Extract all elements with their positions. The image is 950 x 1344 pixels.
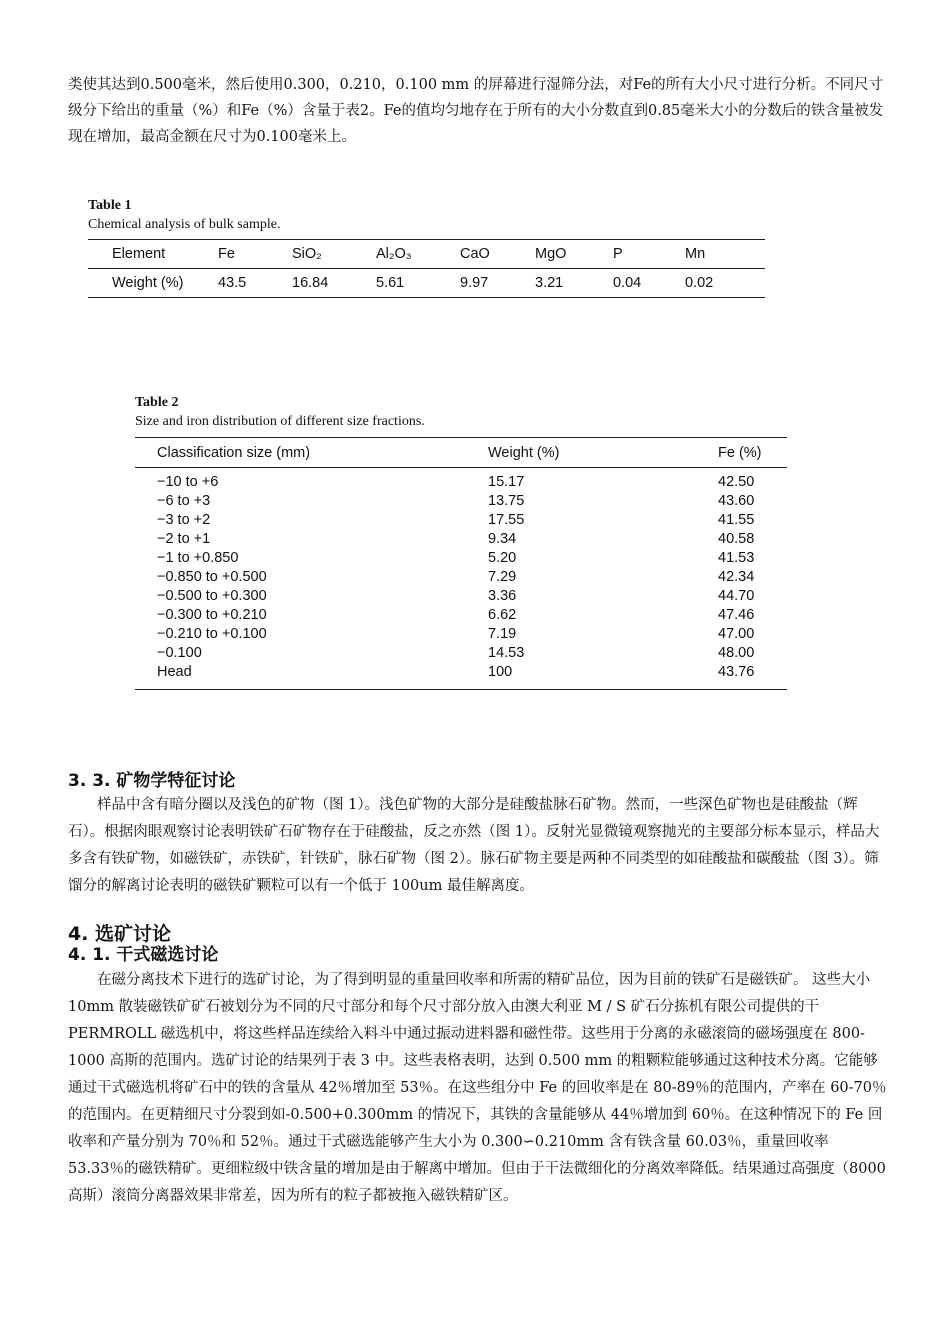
table2-row xyxy=(135,606,787,625)
table1-row-label: Weight (%) xyxy=(112,275,184,291)
table1-col-header: Fe xyxy=(218,246,235,262)
table1-col-header: Al₂O₃ xyxy=(376,246,412,262)
table2-row xyxy=(135,625,787,644)
table1-caption-text: Chemical analysis of bulk sample. xyxy=(88,217,281,232)
table2-fe-cell: 40.58 xyxy=(718,531,755,547)
section-3-3-body: 样品中含有暗分圈以及浅色的矿物（图 1）。浅色矿物的大部分是硅酸盐脉石矿物。然而，一些深色矿物也是硅酸盐（辉石）。根据肉眼观察讨论表明铁矿石矿物存在于硅酸盐，反之亦然（图 1）。反射光显微镜观察抛光的主要部分标本显示，样品大多含有铁矿物，如磁铁矿，赤铁矿，针铁矿，脉石矿物（图 2）。脉石矿物主要是两种不同类型的如硅酸盐和碳酸盐（图 3）。筛馏分的解离讨论表明的磁铁矿颗粒可以有一个低于 100um 最佳解离度。 xyxy=(68,797,880,894)
table1-cell: 16.84 xyxy=(292,275,329,291)
table2 xyxy=(135,437,787,690)
table1-col-header: P xyxy=(613,246,623,262)
table2-size-cell: −0.300 to +0.210 xyxy=(157,607,267,623)
table2-row xyxy=(135,492,787,511)
table2-fe-cell: 41.53 xyxy=(718,550,755,566)
table1-cell: 43.5 xyxy=(218,275,247,291)
table2-row xyxy=(135,644,787,663)
table1-cell: 0.04 xyxy=(613,275,642,291)
table2-fe-cell: 43.60 xyxy=(718,493,755,509)
table2-size-cell: −0.500 to +0.300 xyxy=(157,588,267,604)
section-4-1-heading: 4. 1. 干式磁选讨论 xyxy=(68,945,219,965)
table2-weight-cell: 3.36 xyxy=(488,588,517,604)
table1-label: Table 1 xyxy=(88,198,132,213)
table2-row xyxy=(135,530,787,549)
table2-row xyxy=(135,663,787,690)
table1-col-header: SiO₂ xyxy=(292,246,322,262)
table2-fe-cell: 47.00 xyxy=(718,626,755,642)
table2-size-cell: −6 to +3 xyxy=(157,493,211,509)
section-4-1-body: 在磁分离技术下进行的选矿讨论，为了得到明显的重量回收率和所需的精矿品位，因为目前的铁矿石是磁铁矿。 这些大小 10mm 散装磁铁矿矿石被划分为不同的尺寸部分和每个尺寸部分放入由澳大利亚 M / S 矿石分拣机有限公司提供的干 PERMROLL 磁选机中，将这些样品连续给入料斗中通过振动进料器和磁性带。这些用于分离的永磁滚筒的磁场强度在 800-1000 高斯的范围内。选矿讨论的结果列于表 3 中。这些表格表明，达到 0.500 mm 的粗颗粒能够通过这种技术分离。它能够通过干式磁选机将矿石中的铁的含量从 42％增加至 53％。在这些组分中 Fe 的回收率是在 80-89％的范围内，产率在 60-70％的范围内。在更精细尺寸分裂到如-0.500+0.300mm 的情况下，其铁的含量能够从 44％增加到 60％。在这种情况下的 Fe 回收率和产量分别为 70％和 52％。通过干式磁选能够产生大小为 0.300∽0.210mm 含有铁含量 60.03％，重量回收率 53.33％的磁铁精矿。更细粒级中铁含量的增加是由于解离中增加。但由于干法微细化的分离效率降低。结果通过高强度（8000 高斯）滚筒分离器效果非常差，因为所有的粒子都被拖入磁铁精矿区。 xyxy=(68,972,887,1204)
table2-row xyxy=(135,511,787,530)
table1-col-header: MgO xyxy=(535,246,567,262)
table2-weight-cell: 13.75 xyxy=(488,493,525,509)
table2-fe-cell: 48.00 xyxy=(718,645,755,661)
table2-header-row xyxy=(135,438,787,468)
table2-fe-cell: 42.34 xyxy=(718,569,755,585)
table2-col-header: Classification size (mm) xyxy=(135,438,488,468)
intro-paragraph: 类使其达到0.500毫米，然后使用0.300，0.210，0.100 mm 的屏幕进行湿筛分法，对Fe的所有大小尺寸进行分析。不同尺寸级分下给出的重量（%）和Fe（%）含量于表2。Fe的值均匀地存在于所有的大小分数直到0.85毫米大小的分数后的铁含量被发现在增加，最高金额在尺寸为0.100毫米上。 xyxy=(68,77,884,145)
table2-size-cell: −10 to +6 xyxy=(157,474,219,490)
table2-size-cell: −3 to +2 xyxy=(157,512,211,528)
table2-caption-text: Size and iron distribution of different size fractions. xyxy=(135,414,425,429)
table2-weight-cell: 14.53 xyxy=(488,645,525,661)
table2-label: Table 2 xyxy=(135,395,179,410)
table2-col-header: Fe (%) xyxy=(718,438,787,468)
table2-weight-cell: 9.34 xyxy=(488,531,517,547)
table2-fe-cell: 43.76 xyxy=(718,664,755,680)
table2-fe-cell: 41.55 xyxy=(718,512,755,528)
table2-weight-cell: 5.20 xyxy=(488,550,517,566)
table2-col-header: Weight (%) xyxy=(488,438,718,468)
table2-fe-cell: 47.46 xyxy=(718,607,755,623)
table2-row xyxy=(135,468,787,493)
table2-weight-cell: 17.55 xyxy=(488,512,525,528)
table2-weight-cell: 6.62 xyxy=(488,607,517,623)
table2-weight-cell: 7.19 xyxy=(488,626,517,642)
table2-size-cell: −0.210 to +0.100 xyxy=(157,626,267,642)
table2-row xyxy=(135,568,787,587)
table1-cell: 5.61 xyxy=(376,275,405,291)
table1-data-row xyxy=(88,269,765,298)
table1-col-header: CaO xyxy=(460,246,490,262)
table2-row xyxy=(135,587,787,606)
table1-caption xyxy=(88,196,280,234)
table2-size-cell: −1 to +0.850 xyxy=(157,550,239,566)
table2-size-cell: −0.850 to +0.500 xyxy=(157,569,267,585)
table2-fe-cell: 42.50 xyxy=(718,474,755,490)
table2-caption xyxy=(135,393,425,431)
table2-fe-cell: 44.70 xyxy=(718,588,755,604)
table2-weight-cell: 7.29 xyxy=(488,569,517,585)
table1-cell: 9.97 xyxy=(460,275,489,291)
section-4-heading: 4. 选矿讨论 xyxy=(68,923,172,945)
table1-cell: 0.02 xyxy=(685,275,714,291)
section-3-3-heading: 3. 3. 矿物学特征讨论 xyxy=(68,771,236,791)
table2-size-cell: −0.100 xyxy=(157,645,202,661)
table2-size-cell: Head xyxy=(157,664,192,680)
table1-cell: 3.21 xyxy=(535,275,564,291)
table1 xyxy=(88,239,765,298)
table1-col-header: Mn xyxy=(685,246,706,262)
table2-weight-cell: 15.17 xyxy=(488,474,525,490)
table2-row xyxy=(135,549,787,568)
table1-header-label: Element xyxy=(112,246,166,262)
table1-header-row xyxy=(88,240,765,269)
table2-weight-cell: 100 xyxy=(488,664,513,680)
table2-size-cell: −2 to +1 xyxy=(157,531,211,547)
